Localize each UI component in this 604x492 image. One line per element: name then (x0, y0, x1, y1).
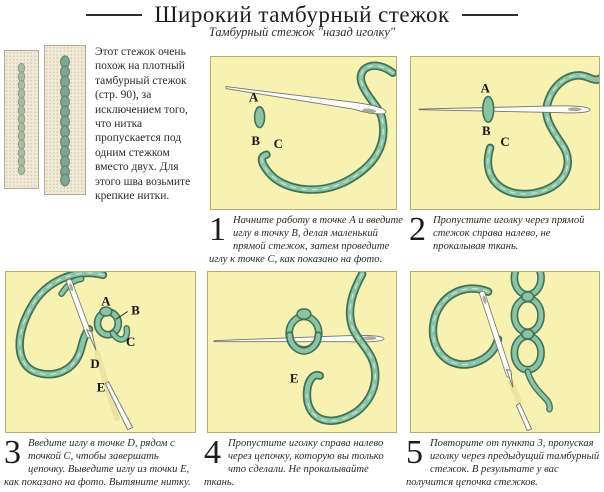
point-label-b: B (131, 303, 140, 318)
needle-tip-emerging (516, 403, 531, 430)
point-label-e: E (96, 380, 106, 395)
step-number-5: 5 (406, 434, 423, 471)
point-label-c: C (500, 134, 510, 149)
step-caption-2 (409, 211, 601, 253)
step-1-photo (210, 56, 397, 210)
title-rule-right (462, 14, 518, 16)
thin-chain-stitch-illustration (5, 51, 38, 188)
chain-loop-front (290, 309, 319, 351)
step-3-photo (5, 271, 196, 433)
step-caption-text-3: Введите иглу в точке D, рядом с точкой С, чтобы завершать цепочку. Выведите иглу из точки Е, как показано на фото. Вытяните нитку. (4, 438, 191, 488)
chain-stitches (514, 272, 549, 409)
step-number-4: 4 (204, 434, 221, 471)
step-caption-text-4: Пропустите иголку справа налево через цепочку, которую вы только что сделали. Не прокалывайте ткань. (204, 438, 384, 488)
straight-stitch (483, 96, 494, 122)
page-subtitle: Тамбурный стежок "назад иголку" (208, 25, 396, 39)
needle-tip-at-e (105, 382, 132, 430)
step-5-photo (410, 271, 600, 433)
chain-loop (98, 307, 127, 340)
point-label-a: A (480, 81, 490, 96)
needle (482, 294, 513, 388)
step-caption-1 (209, 211, 405, 266)
step-caption-text-1: Начните работу в точке А и введите иглу в точку В, делая маленький прямой стежок, затем проведите иглу к точке С, как показано на фото. (209, 215, 403, 265)
step-caption-text-5: Повторите от пункта 3, пропуская иголку через предыдущий тамбурный стежок. В результате у вас получится цепочка стежков. (406, 438, 600, 488)
title-rule-left (86, 14, 142, 16)
wide-chain-stitch-illustration (45, 46, 85, 194)
thread (262, 66, 393, 190)
point-label-a: A (101, 294, 111, 309)
step-4-photo (207, 271, 397, 433)
intro-text: Этот стежок очень похож на плотный тамбурный стежок (стр. 90), за исключением того, что нитка пропускается под одним стежком вместо двух. Для этого шва возьмите крепкие нитки. (95, 46, 191, 203)
step-caption-5 (406, 434, 603, 489)
step-number-3: 3 (4, 434, 21, 471)
step-caption-4 (204, 434, 400, 489)
point-label-b: B (251, 133, 260, 148)
step-2-photo (410, 56, 600, 210)
point-label-c: C (125, 335, 136, 350)
stitch-sample-photo-wide (44, 45, 86, 195)
step-caption-text-2: Пропустите иголку через прямой стежок справа налево, не прокалывая ткань. (433, 215, 585, 252)
needle (419, 106, 590, 113)
straight-stitch (255, 107, 265, 128)
stitch-sample-photo-thin (4, 50, 39, 189)
page-title: Широкий тамбурный стежок (154, 2, 450, 27)
point-label-d: D (90, 356, 100, 371)
point-label-c: C (273, 136, 283, 151)
step-number-2: 2 (409, 211, 426, 248)
point-label-b: B (481, 123, 491, 138)
step-caption-3 (4, 434, 198, 489)
point-label-a: A (249, 90, 259, 105)
step-number-1: 1 (209, 211, 226, 248)
thread (433, 289, 498, 365)
point-label-e: E (289, 371, 299, 386)
